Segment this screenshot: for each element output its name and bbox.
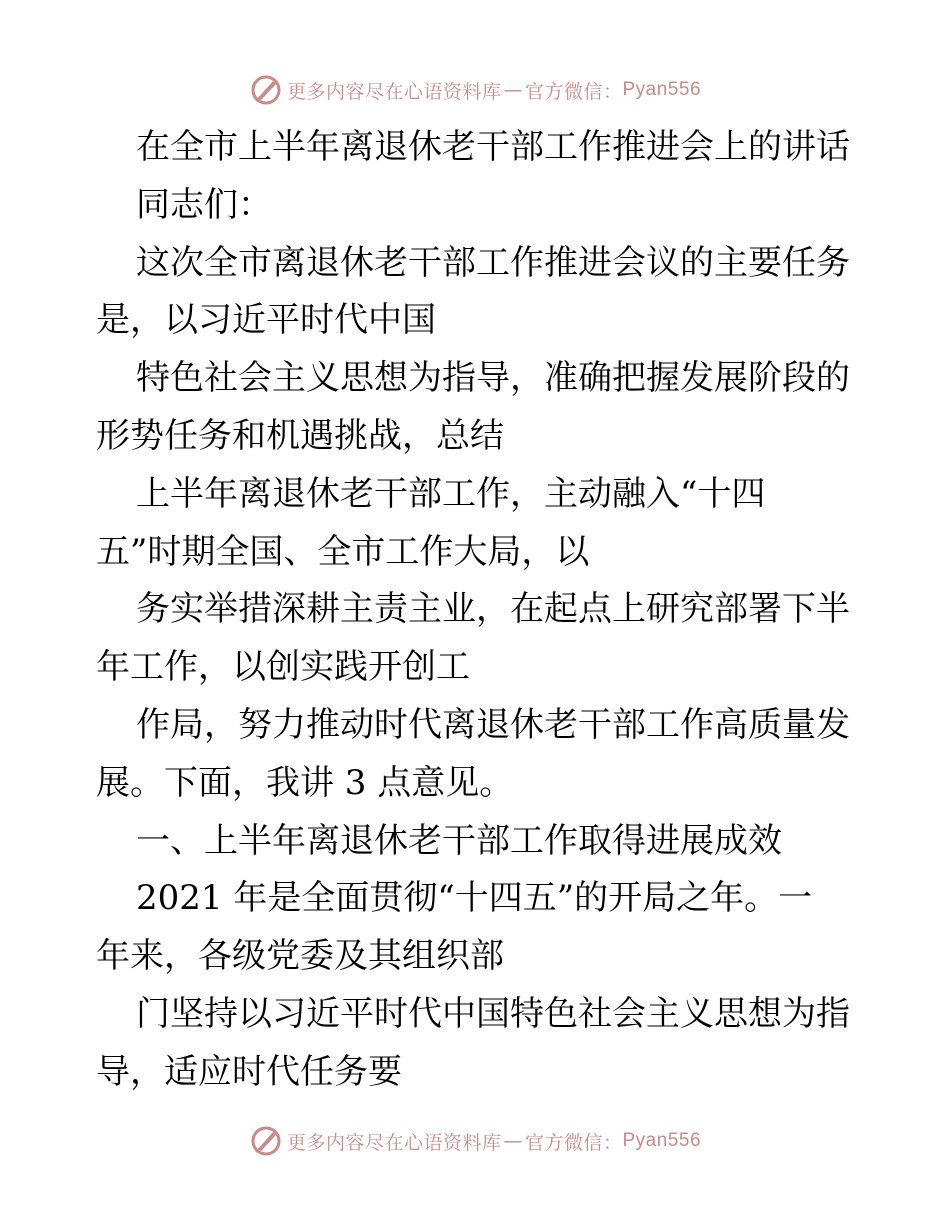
watermark-site-text: 更多内容尽在心语资料库 xyxy=(286,1131,502,1154)
body-line: 上半年离退休老干部工作，主动融入“十四 xyxy=(136,473,766,514)
watermark-wechat-id: Pyan556 xyxy=(622,1130,702,1151)
watermark-wechat-label: 官方微信： xyxy=(524,80,623,103)
salutation-line: 同志们： xyxy=(136,184,272,225)
feather-pen-logo-icon xyxy=(249,73,283,107)
body-line: 作局，努力推动时代离退休老干部工作高质量发 xyxy=(136,704,850,745)
body-line: 特色社会主义思想为指导，准确把握发展阶段的 xyxy=(136,358,850,399)
feather-pen-logo-icon xyxy=(249,1124,283,1158)
watermark-separator: — xyxy=(503,1130,523,1152)
body-line: 年工作，以创实践开创工 xyxy=(96,647,470,688)
watermark-header xyxy=(0,70,950,110)
body-line: 务实举措深耕主责主业，在起点上研究部署下半 xyxy=(136,589,850,630)
section-heading: 一、上半年离退休老干部工作取得进展成效 xyxy=(136,820,782,861)
body-line: 是，以习近平时代中国 xyxy=(96,300,436,341)
body-line: 门坚持以习近平时代中国特色社会主义思想为指 xyxy=(136,993,850,1034)
document-title: 在全市上半年离退休老干部工作推进会上的讲话 xyxy=(136,127,850,167)
watermark-wechat-label: 官方微信： xyxy=(524,1131,623,1154)
body-line: 五”时期全国、全市工作大局，以 xyxy=(96,531,590,572)
watermark-separator: — xyxy=(503,79,523,101)
body-line: 形势任务和机遇挑战，总结 xyxy=(96,415,504,456)
body-line: 导，适应时代任务要 xyxy=(96,1051,402,1092)
body-line: 展。下面，我讲 3 点意见。 xyxy=(96,762,514,803)
watermark-site-text: 更多内容尽在心语资料库 xyxy=(286,80,502,103)
body-line: 这次全市离退休老干部工作推进会议的主要任务 xyxy=(136,242,850,283)
watermark-wechat-id: Pyan556 xyxy=(622,79,702,100)
document-body xyxy=(96,119,856,1102)
body-line: 2021 年是全面贯彻“十四五”的开局之年。一 xyxy=(136,878,813,919)
body-line: 年来，各级党委及其组织部 xyxy=(96,936,504,977)
watermark-footer xyxy=(0,1121,950,1161)
